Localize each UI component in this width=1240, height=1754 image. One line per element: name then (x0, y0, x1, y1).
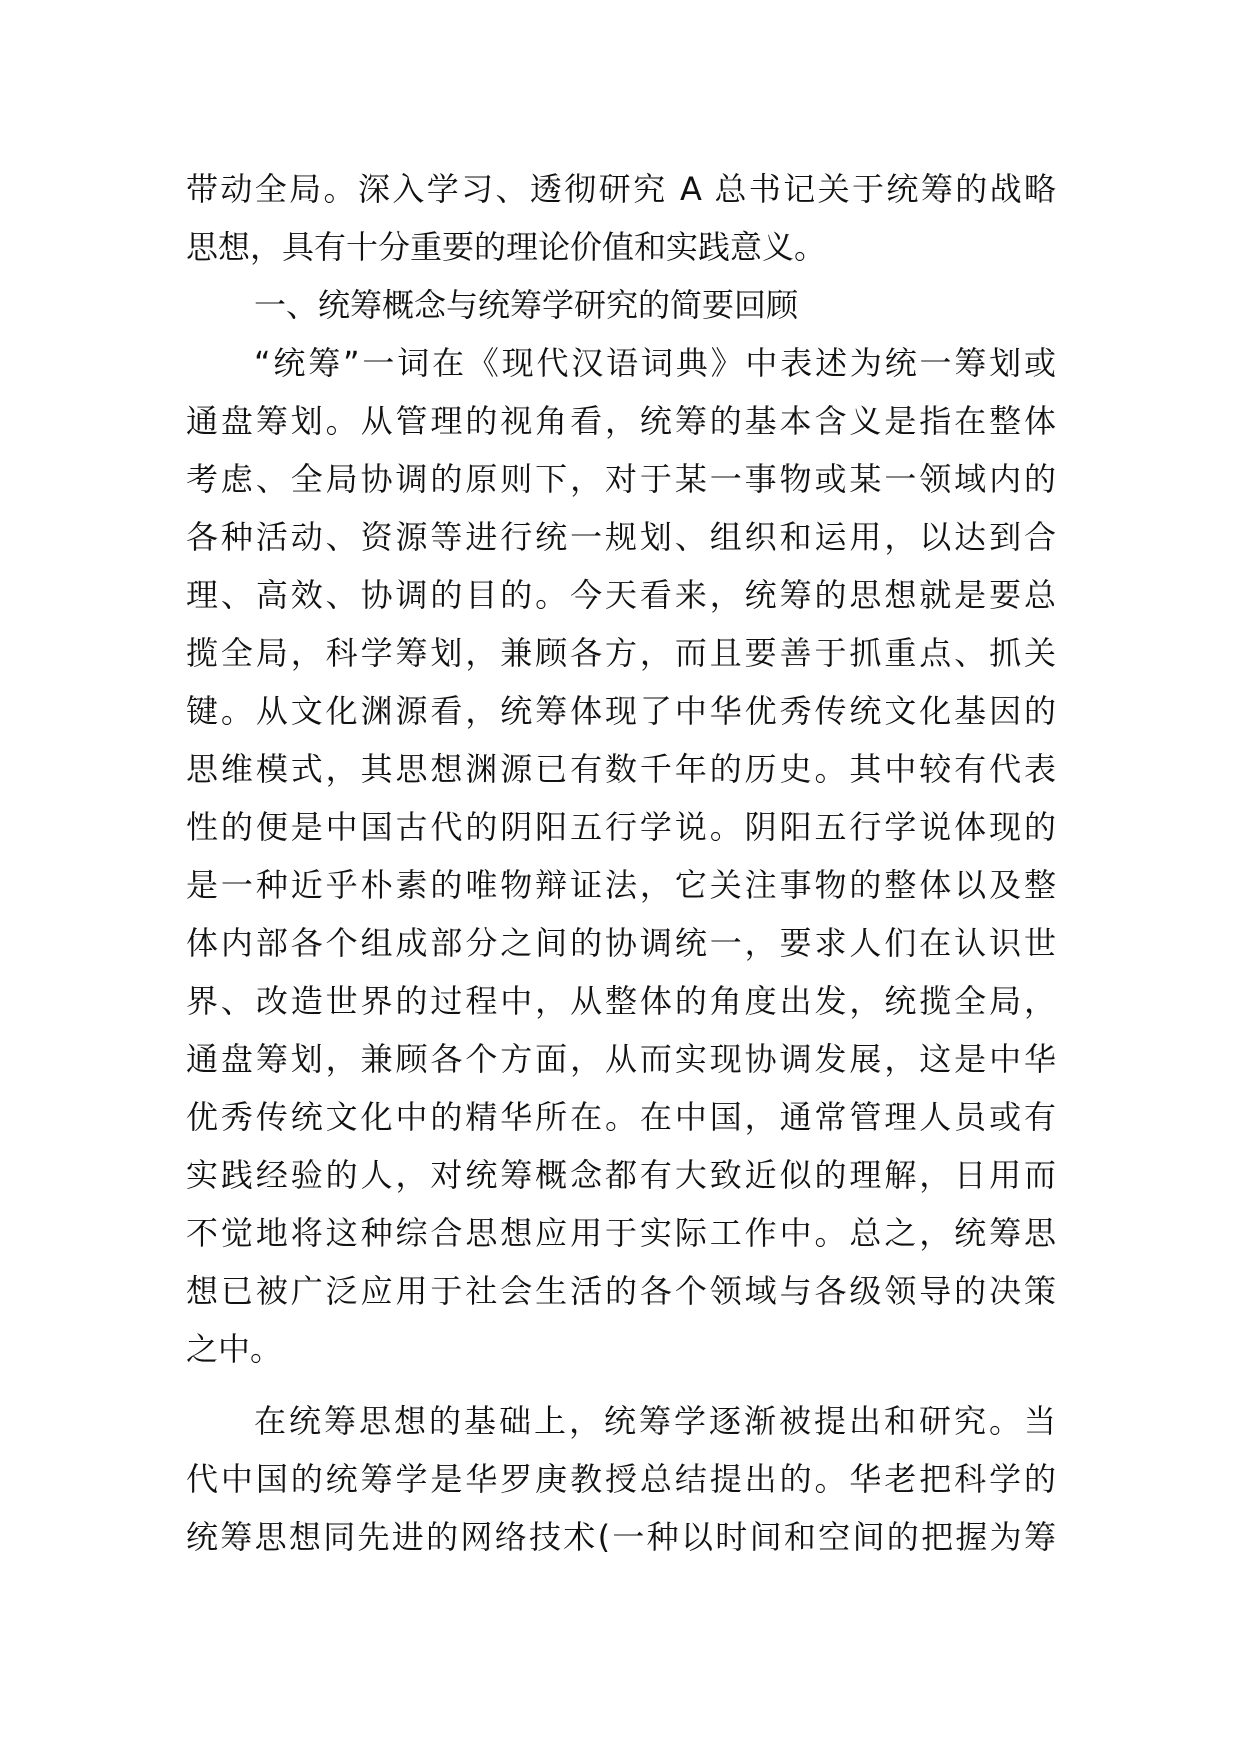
paragraph-line: 性的便是中国古代的阴阳五行学说。阴阳五行学说体现的 (186, 808, 1056, 846)
paragraph-line: 优秀传统文化中的精华所在。在中国，通常管理人员或有 (186, 1098, 1056, 1136)
paragraph-line: 界、改造世界的过程中，从整体的角度出发，统揽全局， (186, 982, 1056, 1020)
paragraph-line: 揽全局，科学筹划，兼顾各方，而且要善于抓重点、抓关 (186, 634, 1056, 672)
paragraph-line: 理、高效、协调的目的。今天看来，统筹的思想就是要总 (186, 576, 1056, 614)
paragraph-line: 想已被广泛应用于社会生活的各个领域与各级领导的决策 (186, 1272, 1056, 1310)
paragraph-line: 通盘筹划，兼顾各个方面，从而实现协调发展，这是中华 (186, 1040, 1056, 1078)
paragraph-line: 在统筹思想的基础上，统筹学逐渐被提出和研究。当 (254, 1402, 1056, 1440)
paragraph-line: 实践经验的人，对统筹概念都有大致近似的理解，日用而 (186, 1156, 1056, 1194)
paragraph-line: 是一种近乎朴素的唯物辩证法，它关注事物的整体以及整 (186, 866, 1056, 904)
paragraph-line: 通盘筹划。从管理的视角看，统筹的基本含义是指在整体 (186, 402, 1056, 440)
document-body (186, 160, 1056, 1566)
paragraph-line: 统筹思想同先进的网络技术(一种以时间和空间的把握为筹 (186, 1518, 1056, 1556)
paragraph-line: 思维模式，其思想渊源已有数千年的历史。其中较有代表 (186, 750, 1056, 788)
paragraph-line: 不觉地将这种综合思想应用于实际工作中。总之，统筹思 (186, 1214, 1056, 1252)
paragraph-line: 思想，具有十分重要的理论价值和实践意义。 (186, 228, 827, 266)
paragraph-line: 体内部各个组成部分之间的协调统一，要求人们在认识世 (186, 924, 1056, 962)
paragraph-line: “统筹”一词在《现代汉语词典》中表述为统一筹划或 (254, 344, 1056, 382)
paragraph-line: 之中。 (186, 1330, 283, 1368)
section-heading: 一、统筹概念与统筹学研究的简要回顾 (254, 286, 799, 324)
paragraph-line: 各种活动、资源等进行统一规划、组织和运用，以达到合 (186, 518, 1056, 556)
paragraph-line: 考虑、全局协调的原则下，对于某一事物或某一领域内的 (186, 460, 1056, 498)
paragraph-line: 键。从文化渊源看，统筹体现了中华优秀传统文化基因的 (186, 692, 1056, 730)
paragraph-line: 带动全局。深入学习、透彻研究 A 总书记关于统筹的战略 (186, 170, 1056, 208)
paragraph-line: 代中国的统筹学是华罗庚教授总结提出的。华老把科学的 (186, 1460, 1056, 1498)
